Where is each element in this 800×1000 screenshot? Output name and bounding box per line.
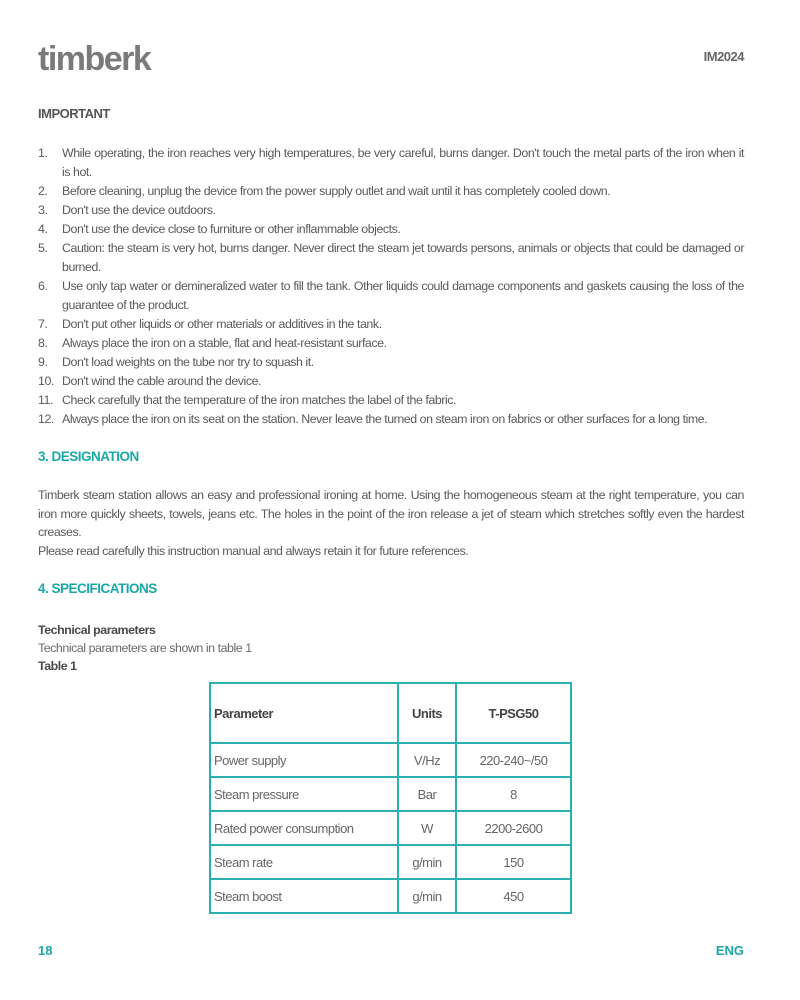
document-id: IM2024 [703,49,744,64]
important-list [38,144,744,429]
table-body [210,743,571,913]
important-item [38,144,744,182]
table-cell-value: 220-240~/50 [456,743,571,777]
designation-paragraph-1: Timberk steam station allows an easy and professional ironing at home. Using the homogeneous steam at the right temperature, you can iron more quickly sheets, towels, jeans etc. The holes in the point of the iron release a jet of steam which stretches softly even the hardest creases. [38,488,744,539]
important-item [38,334,744,353]
important-item-text: Always place the iron on its seat on the station. Never leave the turned on steam iron on fabrics or other surfaces for a long time. [62,412,708,426]
designation-paragraph-2: Please read carefully this instruction manual and always retain it for future references. [38,543,469,558]
technical-parameters-subtitle: Technical parameters are shown in table 1 [38,641,252,655]
table-cell-value: 150 [456,845,571,879]
table-cell-parameter: Power supply [210,743,398,777]
important-item-text: Don't put other liquids or other materials or additives in the tank. [62,317,382,331]
technical-parameters-title: Technical parameters [38,623,156,637]
important-item-number: 1. [38,146,48,160]
important-item-text: Use only tap water or demineralized water to fill the tank. Other liquids could damage components and gaskets causing the loss of the guarantee of the product. [62,279,744,312]
table-cell-value: 2200-2600 [456,811,571,845]
table-cell-parameter: Steam boost [210,879,398,913]
table-label: Table 1 [38,659,77,673]
designation-text [38,486,744,560]
table-cell-units: g/min [398,845,456,879]
important-item-number: 12. [38,412,54,426]
table-cell-units: V/Hz [398,743,456,777]
important-item-number: 4. [38,222,48,236]
important-item-number: 11. [38,393,53,407]
important-item-number: 3. [38,203,48,217]
table-row [210,777,571,811]
important-heading: IMPORTANT [38,106,110,121]
table-cell-units: Bar [398,777,456,811]
important-item-text: Don't wind the cable around the device. [62,374,262,388]
important-item-number: 8. [38,336,48,350]
important-item-number: 6. [38,279,48,293]
important-item-number: 2. [38,184,48,198]
important-item [38,410,744,429]
table-header-parameter: Parameter [210,683,398,743]
important-item-text: Don't use the device outdoors. [62,203,216,217]
table-cell-value: 8 [456,777,571,811]
important-item-text: Caution: the steam is very hot, burns danger. Never direct the steam jet towards persons, animals or objects that could be damaged or burned. [62,241,744,274]
important-item [38,372,744,391]
brand-logo: timberk [38,40,151,78]
table-header-model: T-PSG50 [456,683,571,743]
important-item-number: 7. [38,317,48,331]
important-item-number: 9. [38,355,48,369]
designation-heading: 3. DESIGNATION [38,449,139,464]
table-header-units: Units [398,683,456,743]
important-item-text: Before cleaning, unplug the device from the power supply outlet and wait until it has completely cooled down. [62,184,611,198]
important-item [38,277,744,315]
important-item [38,182,744,201]
specifications-heading: 4. SPECIFICATIONS [38,581,157,596]
table-cell-parameter: Steam pressure [210,777,398,811]
table-row [210,845,571,879]
important-item [38,201,744,220]
table-row [210,879,571,913]
table-header-row [210,683,571,743]
table-row [210,811,571,845]
important-item-text: While operating, the iron reaches very high temperatures, be very careful, burns danger. Don't touch the metal parts of the iron when it is hot. [62,146,744,179]
table-row [210,743,571,777]
important-item-text: Check carefully that the temperature of the iron matches the label of the fabric. [62,393,457,407]
important-item-number: 5. [38,241,48,255]
important-item [38,315,744,334]
table-cell-parameter: Steam rate [210,845,398,879]
table-cell-units: W [398,811,456,845]
important-item [38,220,744,239]
important-item-number: 10. [38,374,54,388]
important-item [38,353,744,372]
important-item-text: Always place the iron on a stable, flat and heat-resistant surface. [62,336,387,350]
table-cell-units: g/min [398,879,456,913]
page-number: 18 [38,943,53,958]
table-cell-value: 450 [456,879,571,913]
technical-parameters-block [38,621,252,675]
important-item [38,239,744,277]
specifications-table [209,682,572,914]
language-label: ENG [715,943,744,958]
table-cell-parameter: Rated power consumption [210,811,398,845]
important-item-text: Don't load weights on the tube nor try to squash it. [62,355,314,369]
important-item-text: Don't use the device close to furniture or other inflammable objects. [62,222,401,236]
important-item [38,391,744,410]
